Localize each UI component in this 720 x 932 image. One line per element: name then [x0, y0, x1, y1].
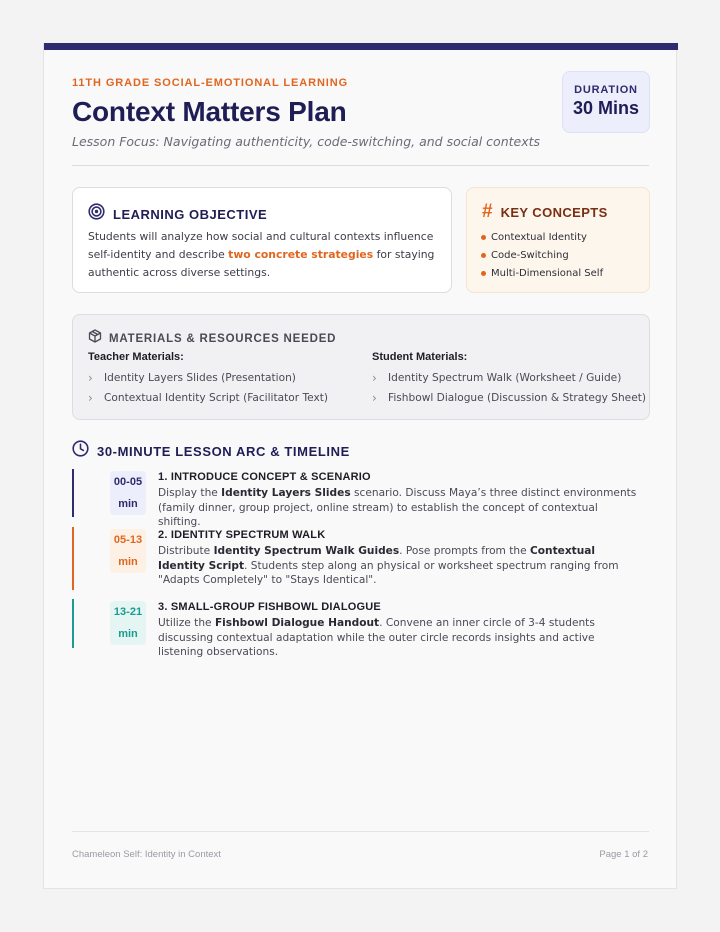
materials-card [72, 314, 650, 420]
key-concepts-card [466, 187, 650, 293]
objective-heading: LEARNING OBJECTIVE [113, 206, 268, 222]
step-accent-bar [72, 599, 74, 648]
step-time: 13-21 min [110, 601, 146, 645]
timeline-heading-text: 30-MINUTE LESSON ARC & TIMELINE [97, 443, 350, 459]
step-title: 2. IDENTITY SPECTRUM WALK [158, 529, 326, 541]
chevron-right-icon: › [372, 391, 377, 405]
hash-icon: # [482, 201, 493, 222]
timeline-step [72, 527, 652, 590]
teacher-materials [88, 351, 328, 408]
step-description: Distribute Identity Spectrum Walk Guides. Pose prompts from the Contextual Identity Script. Students step along an physical or worksheet spectrum ranging from "Adapts Completely" to "Stays Identical". [158, 545, 619, 586]
lesson-focus: Lesson Focus: Navigating authenticity, code-switching, and social contexts [72, 134, 541, 149]
target-icon [88, 203, 105, 225]
duration-label: DURATION [574, 84, 638, 96]
list-item: Multi-Dimensional Self [481, 264, 603, 282]
learning-objective-card [72, 187, 452, 293]
materials-heading: MATERIALS & RESOURCES NEEDED [109, 332, 337, 345]
step-description: Display the Identity Layers Slides scenario. Discuss Maya’s three distinct environments (family dinner, group project, online stream) to establish the concept of contextual shifting. [158, 487, 637, 528]
list-item: Code-Switching [481, 246, 603, 264]
list-item: › Fishbowl Dialogue (Discussion & Strategy Sheet) [372, 391, 647, 405]
timeline-step [72, 599, 652, 658]
teacher-materials-title: Teacher Materials: [88, 351, 184, 363]
step-title: 1. INTRODUCE CONCEPT & SCENARIO [158, 471, 371, 483]
list-item: › Identity Spectrum Walk (Worksheet / Guide) [372, 371, 622, 385]
list-item: › Identity Layers Slides (Presentation) [88, 371, 296, 385]
list-item: Contextual Identity [481, 228, 603, 246]
student-materials [372, 351, 646, 408]
duration-badge [562, 71, 650, 133]
lesson-plan-page [43, 43, 677, 889]
list-item: › Contextual Identity Script (Facilitator Text) [88, 391, 329, 405]
step-time: 05-13 min [110, 529, 146, 573]
page-number: Page 1 of 2 [599, 849, 648, 860]
clock-icon [72, 440, 89, 462]
chevron-right-icon: › [372, 371, 377, 385]
timeline-step [72, 469, 652, 528]
bullet-dot-icon [481, 253, 486, 258]
footer-title: Chameleon Self: Identity in Context [72, 849, 221, 860]
objective-highlight: two concrete strategies [228, 248, 374, 261]
key-concepts-list [481, 228, 603, 282]
step-description: Utilize the Fishbowl Dialogue Handout. Convene an inner circle of 3-4 students discussing contextual adaptation while the outer circle records insights and active listening observations. [158, 617, 595, 658]
page-title: Context Matters Plan [72, 96, 347, 127]
step-time: 00-05 min [110, 471, 146, 515]
student-materials-title: Student Materials: [372, 351, 468, 363]
timeline-heading [72, 440, 350, 462]
duration-value: 30 Mins [572, 98, 640, 118]
step-title: 3. SMALL-GROUP FISHBOWL DIALOGUE [158, 601, 381, 613]
chevron-right-icon: › [88, 391, 93, 405]
top-accent-bar [44, 43, 678, 50]
chevron-right-icon: › [88, 371, 93, 385]
bullet-dot-icon [481, 271, 486, 276]
step-accent-bar [72, 527, 74, 590]
footer-divider [72, 831, 649, 832]
bullet-dot-icon [481, 235, 486, 240]
header-divider [72, 165, 649, 166]
grade-label: 11TH GRADE SOCIAL-EMOTIONAL LEARNING [72, 77, 349, 89]
key-concepts-heading: KEY CONCEPTS [500, 204, 608, 220]
box-icon [88, 329, 102, 348]
objective-text: Students will analyze how social and cultural contexts influence self-identity and describe two concrete strategies for staying authentic across diverse settings. [88, 230, 435, 279]
step-accent-bar [72, 469, 74, 517]
